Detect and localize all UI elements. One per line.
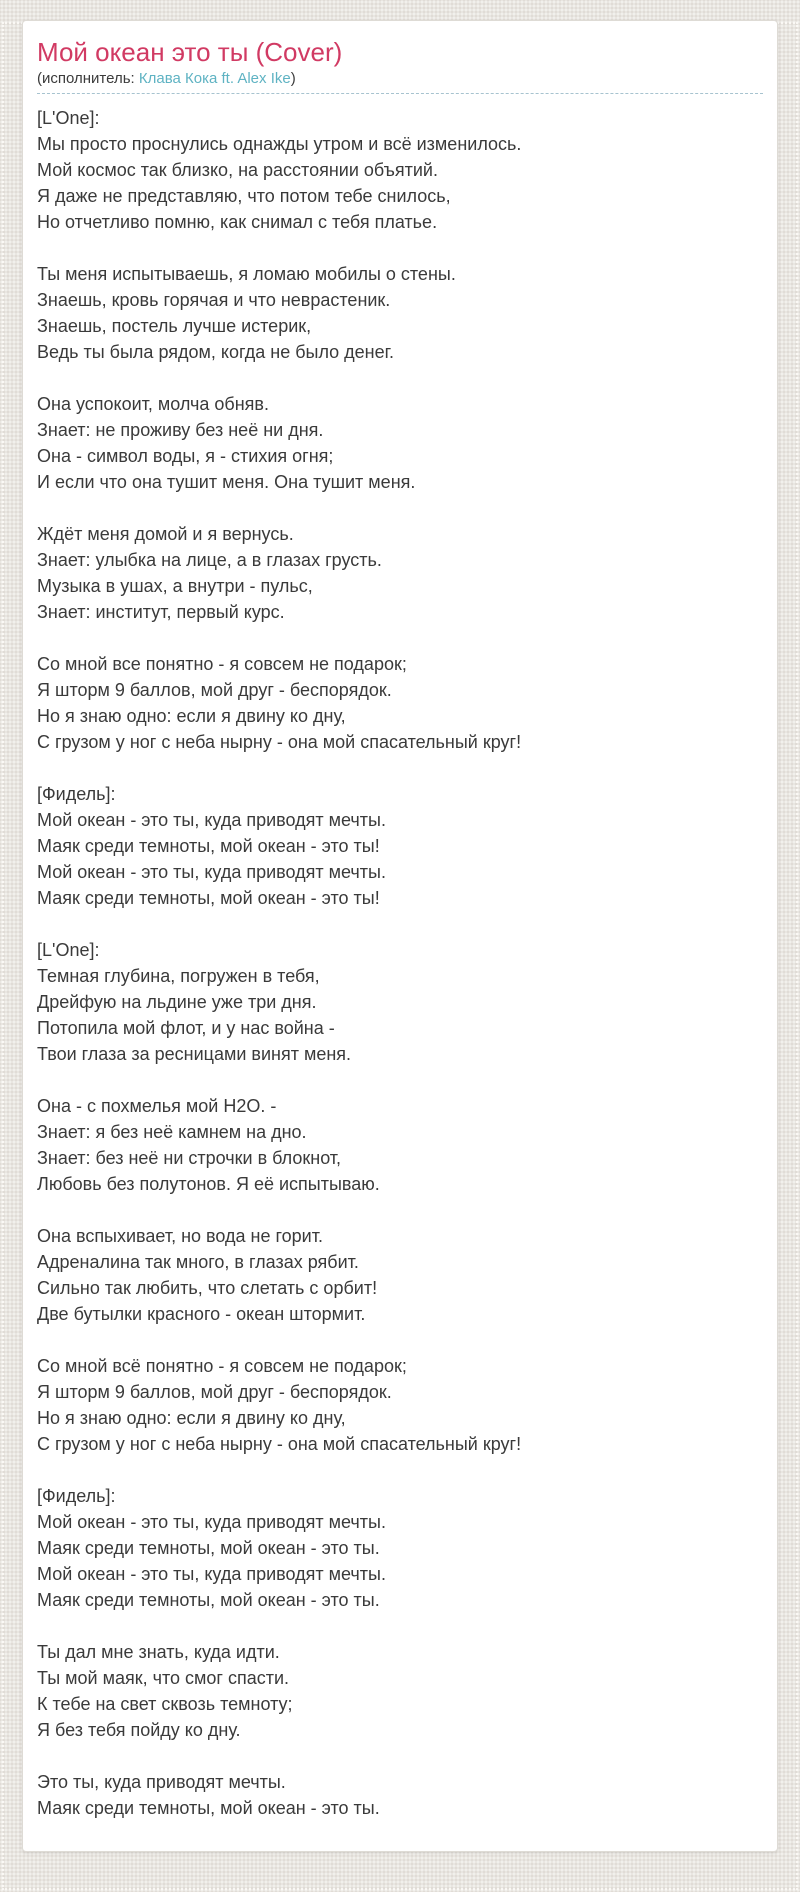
lyric-line: Со мной всё понятно - я совсем не подарок; [37, 1356, 407, 1376]
lyric-line: Она вспыхивает, но вода не горит. [37, 1226, 323, 1246]
lyric-line: Мой океан - это ты, куда приводят мечты. [37, 1564, 386, 1584]
lyric-line: Знаешь, кровь горячая и что неврастеник. [37, 290, 391, 310]
artist-label-suffix: ) [290, 70, 296, 87]
lyric-line: Ты дал мне знать, куда идти. [37, 1642, 280, 1662]
lyric-line: Со мной все понятно - я совсем не подарок; [37, 654, 407, 674]
lyric-line: Но я знаю одно: если я двину ко дну, [37, 706, 346, 726]
lyric-line: Музыка в ушах, а внутри - пульс, [37, 576, 313, 596]
stanza [37, 521, 763, 625]
lyric-line: Ждёт меня домой и я вернусь. [37, 524, 294, 544]
lyric-line: Мой океан - это ты, куда приводят мечты. [37, 1512, 386, 1532]
lyric-line: Темная глубина, погружен в тебя, [37, 966, 320, 986]
stanza [37, 1769, 763, 1821]
lyric-line: И если что она тушит меня. Она тушит меня. [37, 472, 416, 492]
lyric-line: Мой океан - это ты, куда приводят мечты. [37, 862, 386, 882]
lyric-line: Адреналина так много, в глазах рябит. [37, 1252, 359, 1272]
lyric-line: Маяк среди темноты, мой океан - это ты. [37, 1590, 380, 1610]
lyric-line: Мой космос так близко, на расстоянии объятий. [37, 160, 438, 180]
stanza [37, 1639, 763, 1743]
lyric-line: С грузом у ног с неба нырну - она мой спасательный круг! [37, 1434, 522, 1454]
lyric-line: Я шторм 9 баллов, мой друг - беспорядок. [37, 1382, 392, 1402]
stanza [37, 261, 763, 365]
lyric-line: Ведь ты была рядом, когда не было денег. [37, 342, 395, 362]
lyric-line: Я даже не представляю, что потом тебе снилось, [37, 186, 451, 206]
stanza [37, 1093, 763, 1197]
lyric-line: Мы просто проснулись однажды утром и всё изменилось. [37, 134, 522, 154]
stanza [37, 651, 763, 755]
lyric-line: С грузом у ног с неба нырну - она мой спасательный круг! [37, 732, 522, 752]
lyric-line: Знает: улыбка на лице, а в глазах грусть. [37, 550, 382, 570]
lyric-line: Я шторм 9 баллов, мой друг - беспорядок. [37, 680, 392, 700]
lyric-line: Я без тебя пойду ко дну. [37, 1720, 241, 1740]
lyric-line: Маяк среди темноты, мой океан - это ты! [37, 836, 380, 856]
stanza [37, 391, 763, 495]
stanza [37, 1353, 763, 1457]
lyric-line: [Фидель]: [37, 784, 116, 804]
lyric-line: Две бутылки красного - океан штормит. [37, 1304, 366, 1324]
lyric-line: Знает: не проживу без неё ни дня. [37, 420, 324, 440]
artist-label-prefix: (исполнитель: [37, 70, 139, 87]
song-header [37, 36, 763, 94]
artist-line [37, 69, 763, 94]
lyric-line: Дрейфую на льдине уже три дня. [37, 992, 317, 1012]
artist-link[interactable]: Клава Кока ft. Alex Ike [138, 70, 291, 87]
lyric-line: Маяк среди темноты, мой океан - это ты! [37, 888, 380, 908]
lyric-line: Знает: я без неё камнем на дно. [37, 1122, 307, 1142]
lyric-line: Знаешь, постель лучше истерик, [37, 316, 312, 336]
lyric-line: Сильно так любить, что слетать с орбит! [37, 1278, 378, 1298]
stanza [37, 1223, 763, 1327]
lyric-line: Знает: без неё ни строчки в блокнот, [37, 1148, 342, 1168]
lyric-line: Но я знаю одно: если я двину ко дну, [37, 1408, 346, 1428]
lyrics-text [37, 105, 763, 1821]
lyric-line: Она - символ воды, я - стихия огня; [37, 446, 334, 466]
lyric-line: Знает: институт, первый курс. [37, 602, 285, 622]
lyric-line: Ты меня испытываешь, я ломаю мобилы о стены. [37, 264, 456, 284]
lyric-line: Любовь без полутонов. Я её испытываю. [37, 1174, 380, 1194]
lyric-line: К тебе на свет сквозь темноту; [37, 1694, 293, 1714]
stanza [37, 105, 763, 235]
lyric-line: Это ты, куда приводят мечты. [37, 1772, 286, 1792]
lyric-line: Маяк среди темноты, мой океан - это ты. [37, 1798, 380, 1818]
lyric-line: Она успокоит, молча обняв. [37, 394, 269, 414]
lyric-line: Но отчетливо помню, как снимал с тебя платье. [37, 212, 438, 232]
lyric-line: Ты мой маяк, что смог спасти. [37, 1668, 290, 1688]
lyric-line: Твои глаза за ресницами винят меня. [37, 1044, 352, 1064]
lyric-line: Маяк среди темноты, мой океан - это ты. [37, 1538, 380, 1558]
stanza [37, 937, 763, 1067]
lyric-line: Мой океан - это ты, куда приводят мечты. [37, 810, 386, 830]
lyric-line: [L'One]: [37, 940, 100, 960]
lyrics-card [22, 20, 778, 1852]
lyric-line: Она - с похмелья мой H2O. - [37, 1096, 277, 1116]
lyric-line: Потопила мой флот, и у нас война - [37, 1018, 335, 1038]
song-title: Мой океан это ты (Cover) [37, 37, 343, 67]
stanza [37, 781, 763, 911]
lyric-line: [L'One]: [37, 108, 100, 128]
stanza [37, 1483, 763, 1613]
lyric-line: [Фидель]: [37, 1486, 116, 1506]
page-background [0, 20, 800, 1892]
